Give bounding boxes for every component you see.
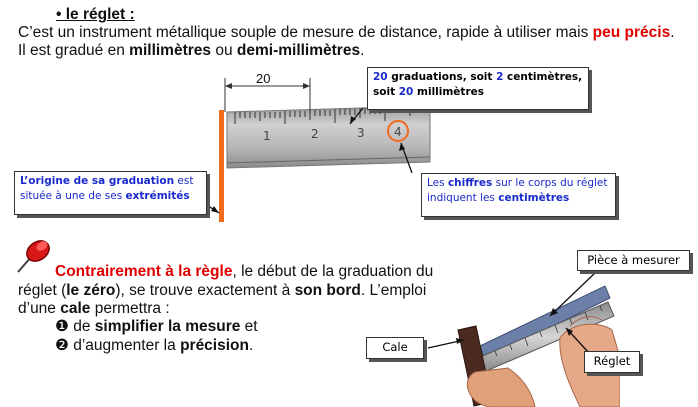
callout-text: Les <box>427 177 448 189</box>
section2-emphasis: Contrairement à la règle <box>55 263 233 280</box>
intro-period: . <box>360 42 365 59</box>
list-text: de <box>68 318 95 335</box>
section2-line-3 <box>18 299 170 318</box>
callout-text: centimètres, <box>503 71 583 83</box>
callout-emphasis: extrémités <box>125 190 190 202</box>
ruler-number-1: 1 <box>263 129 271 143</box>
section2-bold: cale <box>60 300 91 317</box>
section2-text: d’une <box>18 300 61 317</box>
callout-origin <box>14 171 207 215</box>
callout-text: graduations, soit <box>387 71 497 83</box>
section2-text: permettra : <box>90 300 170 317</box>
bullet-1: ❶ <box>55 318 69 335</box>
callout-text: soit <box>373 86 399 98</box>
callout-emphasis: centimètres <box>498 192 570 204</box>
callout-number: 20 <box>373 71 388 83</box>
intro-emphasis: peu précis <box>592 24 671 41</box>
ruler-number-3: 3 <box>357 126 365 140</box>
measurement-photo <box>420 268 620 407</box>
callout-number: 2 <box>496 71 504 83</box>
callout-number: 20 <box>398 86 414 98</box>
label-reglet: Réglet <box>584 351 640 373</box>
leader-left-arrow <box>211 206 219 213</box>
section2-line-1 <box>55 262 433 281</box>
dimension-arrow-left <box>225 83 232 89</box>
callout-text: millimètres <box>413 86 484 98</box>
section2-text: , le début de la graduation du <box>232 263 434 280</box>
section-heading: • le réglet : <box>56 6 135 23</box>
section2-text: . L’emploi <box>360 282 427 299</box>
intro-text: Il est gradué en <box>18 42 130 59</box>
bullet-2: ❷ <box>55 337 69 354</box>
list-text: et <box>240 318 258 335</box>
label-cale: Cale <box>366 337 424 359</box>
section2-text: réglet ( <box>18 282 67 299</box>
callout-graduations <box>367 67 589 110</box>
intro-line-2 <box>18 41 364 60</box>
callout-digits <box>421 173 616 217</box>
list-text: d’augmenter la <box>68 337 181 354</box>
intro-line-1 <box>18 23 675 42</box>
section2-bold: son bord <box>294 282 361 299</box>
callout-text: sur le corps du réglet indiquent les <box>427 177 608 204</box>
intro-text: C’est un instrument métallique souple de mesure de distance, rapide à utiliser mais <box>18 24 593 41</box>
intro-text: ou <box>211 42 237 59</box>
list-item-1 <box>55 317 258 336</box>
list-bold: simplifier la mesure <box>94 318 241 335</box>
section2-text: ), se trouve exactement à <box>115 282 295 299</box>
left-hand <box>467 368 535 407</box>
label-piece-a-mesurer: Pièce à mesurer <box>577 250 690 271</box>
ruler-number-2: 2 <box>311 127 319 141</box>
dimension-arrow-right <box>303 83 310 89</box>
list-text: . <box>248 337 254 354</box>
section2-bold: le zéro <box>66 282 116 299</box>
intro-period: . <box>670 24 675 41</box>
ruler-number-4: 4 <box>394 125 402 139</box>
dimension-label: 20 <box>256 71 271 86</box>
intro-bold: demi-millimètres <box>236 42 361 59</box>
section2-line-2 <box>18 281 426 300</box>
callout-text: est située à une de ses <box>20 175 194 202</box>
list-bold: précision <box>180 337 249 354</box>
intro-bold: millimètres <box>129 42 212 59</box>
origin-marker <box>219 110 224 222</box>
pushpin-icon <box>12 236 54 276</box>
callout-emphasis: chiffres <box>447 177 493 189</box>
callout-emphasis: L’origine de sa graduation <box>20 175 175 187</box>
list-item-2 <box>55 336 253 355</box>
